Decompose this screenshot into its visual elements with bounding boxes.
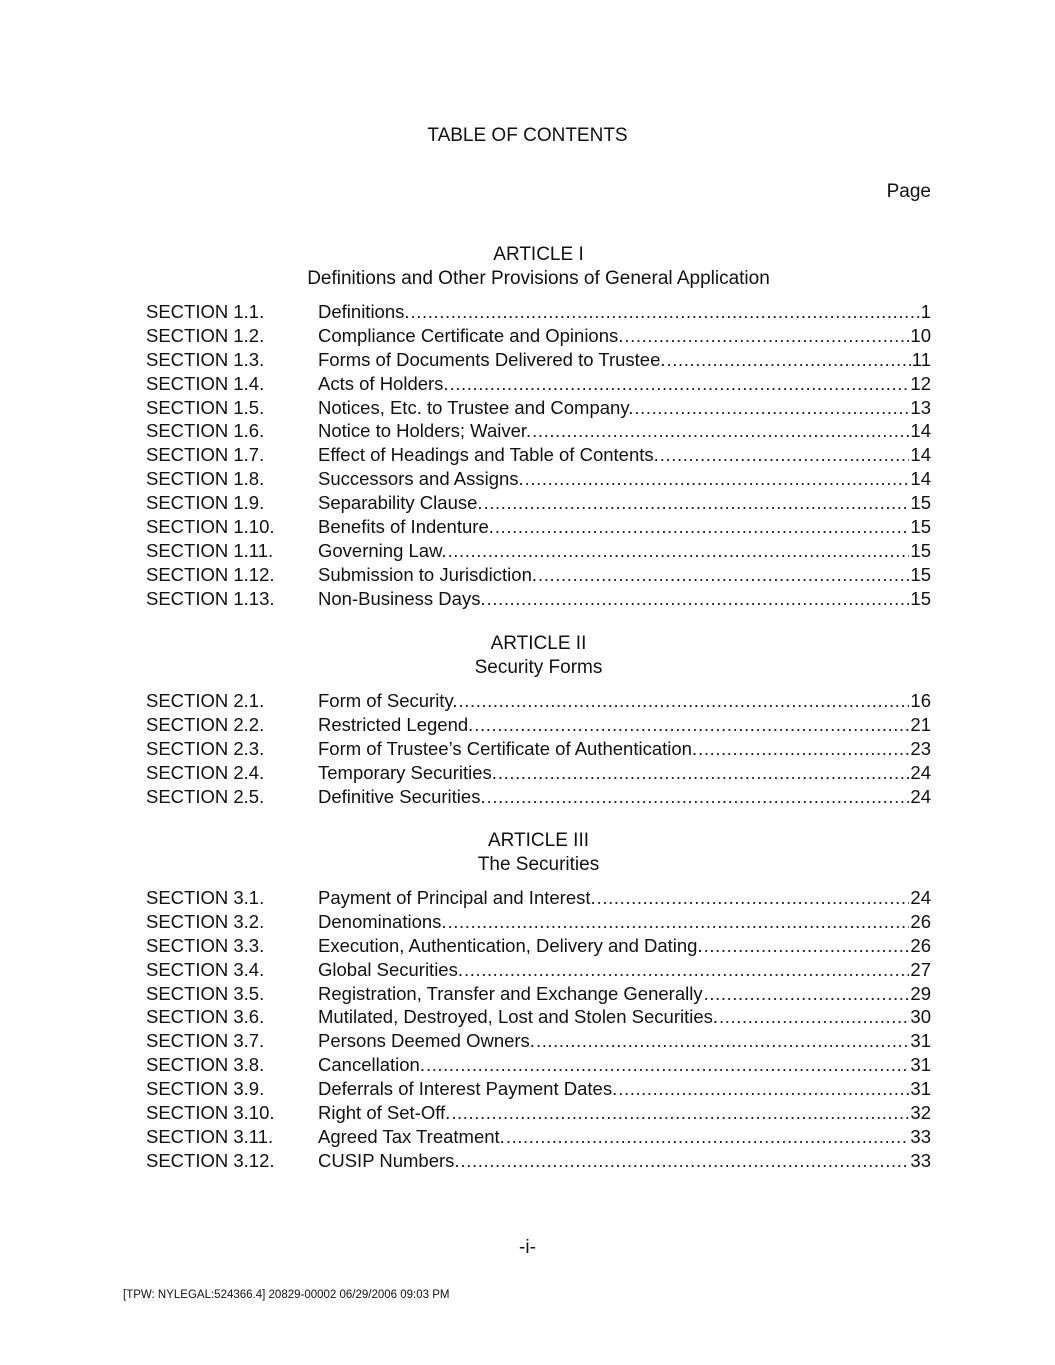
section-page-number: 26	[910, 910, 931, 932]
dot-leader	[704, 983, 910, 1005]
section-title: Non-Business Days.	[318, 587, 486, 609]
toc-entry[interactable]	[146, 887, 931, 911]
section-page-number: 13	[910, 396, 931, 418]
section-page-number: 24	[910, 887, 931, 908]
dot-leader	[451, 1102, 909, 1124]
article-2	[146, 632, 931, 809]
toc-entry[interactable]	[146, 301, 931, 325]
dot-leader	[458, 690, 909, 712]
toc-entry[interactable]	[146, 911, 931, 935]
toc-entry[interactable]	[146, 492, 931, 516]
section-title: Acts of Holders.	[318, 372, 449, 394]
section-title: Agreed Tax Treatment.	[318, 1125, 505, 1147]
toc-entry[interactable]	[146, 1126, 931, 1150]
section-number: SECTION 3.4.	[146, 958, 265, 980]
toc-entry[interactable]	[146, 762, 931, 786]
section-title: Governing Law.	[318, 539, 447, 561]
section-number: SECTION 3.9.	[146, 1078, 265, 1100]
dot-leader	[495, 516, 910, 538]
section-page-number: 30	[910, 1006, 931, 1028]
toc-entry[interactable]	[146, 1102, 931, 1126]
dot-leader	[426, 1054, 909, 1076]
section-number: SECTION 1.8.	[146, 468, 265, 490]
toc-entry[interactable]	[146, 690, 931, 714]
dot-leader	[597, 887, 910, 909]
section-title: Effect of Headings and Table of Contents.	[318, 444, 659, 466]
section-title: Notices, Etc. to Trustee and Company.	[318, 396, 634, 418]
section-title: Separability Clause.	[318, 492, 483, 514]
dot-leader	[448, 911, 910, 933]
section-number: SECTION 3.1.	[146, 887, 265, 908]
section-title: Cancellation.	[318, 1054, 425, 1076]
section-page-number: 23	[910, 737, 931, 759]
section-number: SECTION 3.6.	[146, 1006, 265, 1028]
section-page-number: 15	[910, 587, 931, 609]
toc-entry[interactable]	[146, 468, 931, 492]
section-page-number: 32	[910, 1102, 931, 1124]
dot-leader	[698, 738, 909, 760]
dot-leader	[506, 1126, 910, 1148]
section-title: Persons Deemed Owners.	[318, 1030, 535, 1052]
section-title: Restricted Legend.	[318, 713, 474, 735]
toc-entry[interactable]	[146, 444, 931, 468]
dot-leader	[536, 1030, 909, 1052]
section-number: SECTION 3.10.	[146, 1102, 275, 1124]
toc-entry[interactable]	[146, 1006, 931, 1030]
section-page-number: 1	[920, 301, 931, 322]
dot-leader	[538, 564, 909, 586]
dot-leader	[525, 468, 910, 490]
section-number: SECTION 2.4.	[146, 761, 265, 783]
section-page-number: 14	[910, 420, 931, 442]
section-page-number: 16	[910, 690, 931, 711]
dot-leader	[474, 714, 909, 736]
article-heading: ARTICLE III	[487, 830, 589, 851]
section-page-number: 31	[910, 1078, 931, 1100]
toc-entry[interactable]	[146, 516, 931, 540]
section-number: SECTION 1.10.	[146, 516, 275, 538]
section-page-number: 15	[910, 492, 931, 514]
section-title: Payment of Principal and Interest.	[318, 887, 596, 908]
toc-entry[interactable]	[146, 588, 931, 612]
section-page-number: 29	[910, 982, 931, 1004]
section-title: Execution, Authentication, Delivery and Dating.	[318, 934, 703, 956]
section-number: SECTION 1.2.	[146, 324, 265, 346]
section-title: Form of Security.	[318, 690, 458, 711]
section-number: SECTION 1.6.	[146, 420, 265, 442]
dot-leader	[484, 492, 910, 514]
toc-entry[interactable]	[146, 1150, 931, 1174]
toc-entry[interactable]	[146, 325, 931, 349]
section-page-number: 11	[911, 348, 931, 370]
section-number: SECTION 3.7.	[146, 1030, 265, 1052]
dot-leader	[461, 1150, 910, 1172]
dot-leader	[487, 588, 910, 610]
footer-reference: [TPW: NYLEGAL:524366.4] 20829-00002 06/29/2006 09:03 PM	[123, 1289, 450, 1301]
section-number: SECTION 2.5.	[146, 785, 265, 807]
dot-leader	[667, 349, 911, 371]
section-number: SECTION 3.5.	[146, 982, 265, 1004]
dot-leader	[618, 1078, 909, 1100]
section-title: CUSIP Numbers.	[318, 1149, 460, 1171]
toc-entry[interactable]	[146, 983, 931, 1007]
dot-leader	[487, 786, 910, 808]
dot-leader	[532, 420, 909, 442]
section-page-number: 14	[910, 444, 931, 466]
section-page-number: 21	[910, 713, 931, 735]
section-title: Definitions.	[318, 301, 410, 322]
section-number: SECTION 1.1.	[146, 301, 265, 322]
section-page-number: 14	[910, 468, 931, 490]
section-number: SECTION 1.12.	[146, 563, 275, 585]
dot-leader	[624, 325, 909, 347]
section-number: SECTION 1.11.	[146, 539, 274, 561]
toc-entry[interactable]	[146, 564, 931, 588]
section-page-number: 26	[910, 934, 931, 956]
section-number: SECTION 2.3.	[146, 737, 265, 759]
section-number: SECTION 1.4.	[146, 372, 265, 394]
article-heading: ARTICLE II	[490, 633, 587, 654]
section-page-number: 15	[910, 516, 931, 538]
section-title: Mutilated, Destroyed, Lost and Stolen Securities.	[318, 1006, 719, 1028]
section-title: Definitive Securities.	[318, 785, 486, 807]
section-page-number: 31	[910, 1030, 931, 1052]
dot-leader	[411, 301, 920, 323]
dot-leader	[634, 397, 909, 419]
section-page-number: 15	[910, 539, 931, 561]
dot-leader	[704, 935, 910, 957]
section-title: Temporary Securities.	[318, 761, 497, 783]
section-title: Deferrals of Interest Payment Dates.	[318, 1078, 618, 1100]
section-page-number: 24	[910, 785, 931, 807]
section-title: Compliance Certificate and Opinions.	[318, 324, 624, 346]
section-page-number: 27	[910, 958, 931, 980]
dot-leader	[498, 762, 910, 784]
section-page-number: 15	[910, 563, 931, 585]
article-1	[146, 243, 931, 612]
dot-leader	[660, 444, 910, 466]
toc-entry[interactable]	[146, 540, 931, 564]
toc-entry[interactable]	[146, 1054, 931, 1078]
section-page-number: 12	[910, 372, 931, 394]
toc-entry[interactable]	[146, 959, 931, 983]
section-title: Right of Set-Off.	[318, 1102, 451, 1124]
section-number: SECTION 1.7.	[146, 444, 265, 466]
section-page-number: 33	[910, 1149, 931, 1171]
toc-entry[interactable]	[146, 786, 931, 810]
article-subtitle: Definitions and Other Provisions of General Application	[307, 268, 770, 289]
section-title: Benefits of Indenture.	[318, 516, 494, 538]
section-number: SECTION 1.5.	[146, 396, 265, 418]
page-column-label: Page	[886, 181, 931, 202]
toc-entry[interactable]	[146, 1030, 931, 1054]
article-subtitle: The Securities	[477, 854, 600, 875]
dot-leader	[448, 540, 910, 562]
section-number: SECTION 3.12.	[146, 1149, 275, 1171]
section-title: Global Securities.	[318, 958, 463, 980]
section-title: Forms of Documents Delivered to Trustee.	[318, 348, 666, 370]
dot-leader	[450, 373, 910, 395]
section-title: Notice to Holders; Waiver.	[318, 420, 532, 442]
article-3	[146, 829, 931, 1174]
dot-leader	[719, 1006, 909, 1028]
page-title: TABLE OF CONTENTS	[427, 125, 628, 146]
toc-entry[interactable]	[146, 738, 931, 762]
section-title: Form of Trustee’s Certificate of Authentication.	[318, 737, 698, 759]
toc-entry[interactable]	[146, 373, 931, 397]
section-number: SECTION 1.3.	[146, 348, 265, 370]
section-page-number: 31	[910, 1054, 931, 1076]
article-subtitle: Security Forms	[474, 657, 603, 678]
section-number: SECTION 2.1.	[146, 690, 265, 711]
dot-leader	[464, 959, 909, 981]
toc-entry[interactable]	[146, 714, 931, 738]
toc-entry[interactable]	[146, 397, 931, 421]
section-number: SECTION 3.2.	[146, 910, 265, 932]
section-page-number: 10	[910, 324, 931, 346]
toc-entry[interactable]	[146, 420, 931, 444]
section-title: Denominations.	[318, 910, 447, 932]
section-title: Submission to Jurisdiction.	[318, 563, 538, 585]
page-folio: -i-	[519, 1237, 536, 1258]
section-title: Successors and Assigns.	[318, 468, 524, 490]
section-page-number: 24	[910, 761, 931, 783]
section-number: SECTION 3.11.	[146, 1125, 274, 1147]
section-number: SECTION 1.13.	[146, 587, 275, 609]
article-heading: ARTICLE I	[493, 244, 584, 265]
section-number: SECTION 1.9.	[146, 492, 265, 514]
toc-entry[interactable]	[146, 935, 931, 959]
toc-entry[interactable]	[146, 1078, 931, 1102]
section-number: SECTION 2.2.	[146, 713, 265, 735]
section-number: SECTION 3.8.	[146, 1054, 265, 1076]
section-number: SECTION 3.3.	[146, 934, 265, 956]
toc-entry[interactable]	[146, 349, 931, 373]
section-title: Registration, Transfer and Exchange Generally	[318, 982, 703, 1004]
section-page-number: 33	[910, 1125, 931, 1147]
